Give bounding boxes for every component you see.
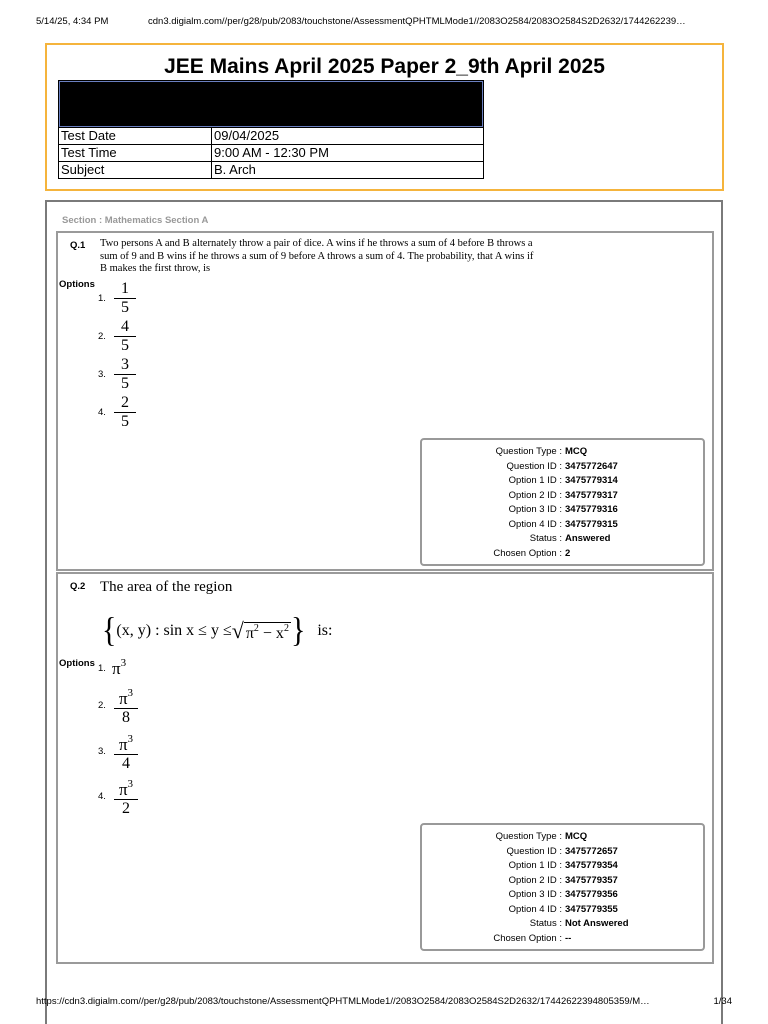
option-1 — [98, 280, 136, 317]
option-1 — [98, 657, 126, 679]
fraction-numerator: 3 — [121, 356, 129, 373]
exponent: 3 — [127, 733, 134, 745]
meta-key: Question Type : — [495, 446, 562, 457]
question-meta-panel — [420, 438, 705, 566]
option-4 — [98, 394, 136, 431]
meta-value: 3475779317 — [565, 489, 618, 501]
meta-row — [422, 903, 703, 918]
info-label: Subject — [59, 162, 212, 178]
pi-symbol: π — [112, 659, 121, 678]
question-card-2 — [56, 572, 714, 964]
option-number: 1. — [98, 662, 106, 674]
option-fraction — [114, 730, 138, 773]
meta-value: 3475772657 — [565, 845, 618, 857]
exponent: 2 — [283, 622, 289, 634]
meta-value: 3475779355 — [565, 903, 618, 915]
meta-row — [422, 547, 703, 562]
pi-symbol: π — [118, 689, 128, 708]
fraction-denominator: 5 — [121, 413, 129, 430]
meta-value: MCQ — [565, 831, 588, 842]
options-label: Options — [59, 279, 95, 290]
option-fraction — [114, 775, 138, 818]
meta-value: 3475779314 — [565, 475, 618, 486]
radicand-minus-x: − x — [258, 624, 284, 642]
fraction-numerator: 4 — [121, 318, 129, 335]
info-value: 9:00 AM - 12:30 PM — [214, 145, 329, 160]
exponent: 2 — [253, 622, 259, 634]
option-number: 2. — [98, 331, 106, 342]
close-brace: } — [290, 611, 306, 650]
info-row-test-time — [59, 144, 483, 161]
option-2 — [98, 684, 138, 727]
meta-row — [422, 830, 703, 845]
meta-value: 3475779354 — [565, 860, 618, 871]
meta-key: Option 2 ID : — [508, 489, 562, 501]
print-header — [36, 16, 732, 30]
page-counter: 1/34 — [713, 996, 732, 1007]
meta-key: Option 3 ID : — [508, 889, 562, 900]
meta-key: Option 1 ID : — [508, 475, 562, 486]
fraction-denominator: 5 — [121, 299, 129, 316]
meta-row — [422, 532, 703, 547]
exponent: 3 — [127, 778, 134, 790]
meta-key: Status : — [529, 533, 562, 544]
info-label: Test Date — [59, 128, 212, 144]
option-number: 3. — [98, 369, 106, 380]
meta-key: Question ID : — [506, 845, 562, 857]
redacted-block — [59, 81, 483, 127]
info-row-subject — [59, 161, 483, 178]
question-number: Q.2 — [70, 581, 86, 592]
info-row-test-date — [59, 127, 483, 144]
meta-row — [422, 845, 703, 860]
region-formula — [102, 611, 333, 650]
option-fraction — [114, 356, 136, 393]
meta-key: Option 4 ID : — [508, 518, 562, 530]
print-url: cdn3.digialm.com//per/g28/pub/2083/touchstone/AssessmentQPHTMLMode1//2083O2584/2083O2584S2D2632/1744262239… — [148, 16, 686, 27]
meta-row — [422, 445, 703, 460]
option-number: 4. — [98, 407, 106, 418]
fraction-denominator: 2 — [122, 800, 130, 817]
exam-info-box — [45, 43, 724, 191]
exam-info-table — [58, 80, 484, 179]
meta-row — [422, 888, 703, 903]
meta-key: Question ID : — [506, 460, 562, 472]
meta-key: Option 1 ID : — [508, 860, 562, 871]
option-expression — [112, 657, 126, 679]
print-footer-url: https://cdn3.digialm.com//per/g28/pub/2083/touchstone/AssessmentQPHTMLMode1//2083O2584/2083O2584S2D2632/17442622394805359/M… — [36, 996, 650, 1007]
fraction-numerator: 2 — [121, 394, 129, 411]
radicand — [244, 622, 291, 643]
meta-value: 3475779316 — [565, 504, 618, 515]
meta-value: MCQ — [565, 446, 588, 457]
meta-key: Option 3 ID : — [508, 504, 562, 515]
meta-key: Option 2 ID : — [508, 874, 562, 886]
option-number: 4. — [98, 791, 106, 802]
meta-value: 3475779356 — [565, 889, 618, 900]
meta-row — [422, 859, 703, 874]
open-brace: { — [102, 611, 117, 650]
section-label: Section : Mathematics Section A — [62, 215, 209, 226]
info-value: 09/04/2025 — [214, 128, 280, 143]
option-fraction — [114, 280, 136, 317]
radicand-pi: π — [245, 624, 254, 642]
meta-key: Question Type : — [495, 831, 562, 842]
fraction-numerator — [118, 684, 134, 708]
option-fraction — [114, 318, 136, 355]
fraction-denominator: 5 — [121, 337, 129, 354]
meta-value: 3475779315 — [565, 518, 618, 530]
meta-value: 3475772647 — [565, 460, 618, 472]
meta-row — [422, 474, 703, 489]
meta-key: Chosen Option : — [493, 932, 562, 944]
meta-row — [422, 932, 703, 947]
pi-symbol: π — [118, 780, 128, 799]
pi-symbol: π — [118, 735, 128, 754]
meta-row — [422, 518, 703, 533]
options-label: Options — [59, 658, 95, 669]
formula-suffix: is: — [317, 622, 333, 639]
option-number: 2. — [98, 700, 106, 711]
fraction-denominator: 5 — [121, 375, 129, 392]
fraction-denominator: 4 — [122, 755, 130, 772]
meta-row — [422, 874, 703, 889]
exam-title: JEE Mains April 2025 Paper 2_9th April 2025 — [164, 55, 605, 78]
exponent: 3 — [127, 687, 134, 699]
question-text: The area of the region — [100, 579, 233, 595]
info-label: Test Time — [59, 145, 212, 161]
meta-row — [422, 503, 703, 518]
question-card-1 — [56, 231, 714, 571]
fraction-numerator: 1 — [121, 280, 129, 297]
meta-value: 2 — [565, 547, 571, 559]
meta-key: Status : — [529, 918, 562, 929]
meta-key: Chosen Option : — [493, 547, 562, 559]
question-text: Two persons A and B alternately throw a pair of dice. A wins if he throws a sum of 4 before B throws a sum of 9 and B wins if he throws a sum of 9 before A throws a sum of 4. The probability, that A wins if B makes the first throw, is — [100, 238, 534, 274]
fraction-numerator — [118, 730, 134, 754]
option-number: 1. — [98, 293, 106, 304]
square-root — [231, 617, 291, 643]
fraction-denominator: 8 — [122, 709, 130, 726]
question-number: Q.1 — [70, 240, 86, 251]
option-2 — [98, 318, 136, 355]
meta-row — [422, 460, 703, 475]
question-meta-panel — [420, 823, 705, 951]
print-footer — [36, 996, 732, 1010]
meta-row — [422, 917, 703, 932]
option-fraction — [114, 684, 138, 727]
exponent: 3 — [120, 657, 127, 669]
meta-value: Not Answered — [565, 918, 629, 929]
option-3 — [98, 730, 138, 773]
meta-key: Option 4 ID : — [508, 903, 562, 915]
print-datetime: 5/14/25, 4:34 PM — [36, 16, 109, 27]
meta-value: -- — [565, 932, 572, 944]
meta-value: Answered — [565, 533, 611, 544]
set-condition: (x, y) : sin x ≤ y ≤ — [116, 622, 232, 639]
fraction-numerator — [118, 775, 134, 799]
meta-value: 3475779357 — [565, 874, 618, 886]
option-4 — [98, 775, 138, 818]
option-3 — [98, 356, 136, 393]
option-fraction — [114, 394, 136, 431]
radical-sign: √ — [231, 617, 244, 643]
option-number: 3. — [98, 746, 106, 757]
info-value: B. Arch — [214, 162, 256, 177]
meta-row — [422, 489, 703, 504]
